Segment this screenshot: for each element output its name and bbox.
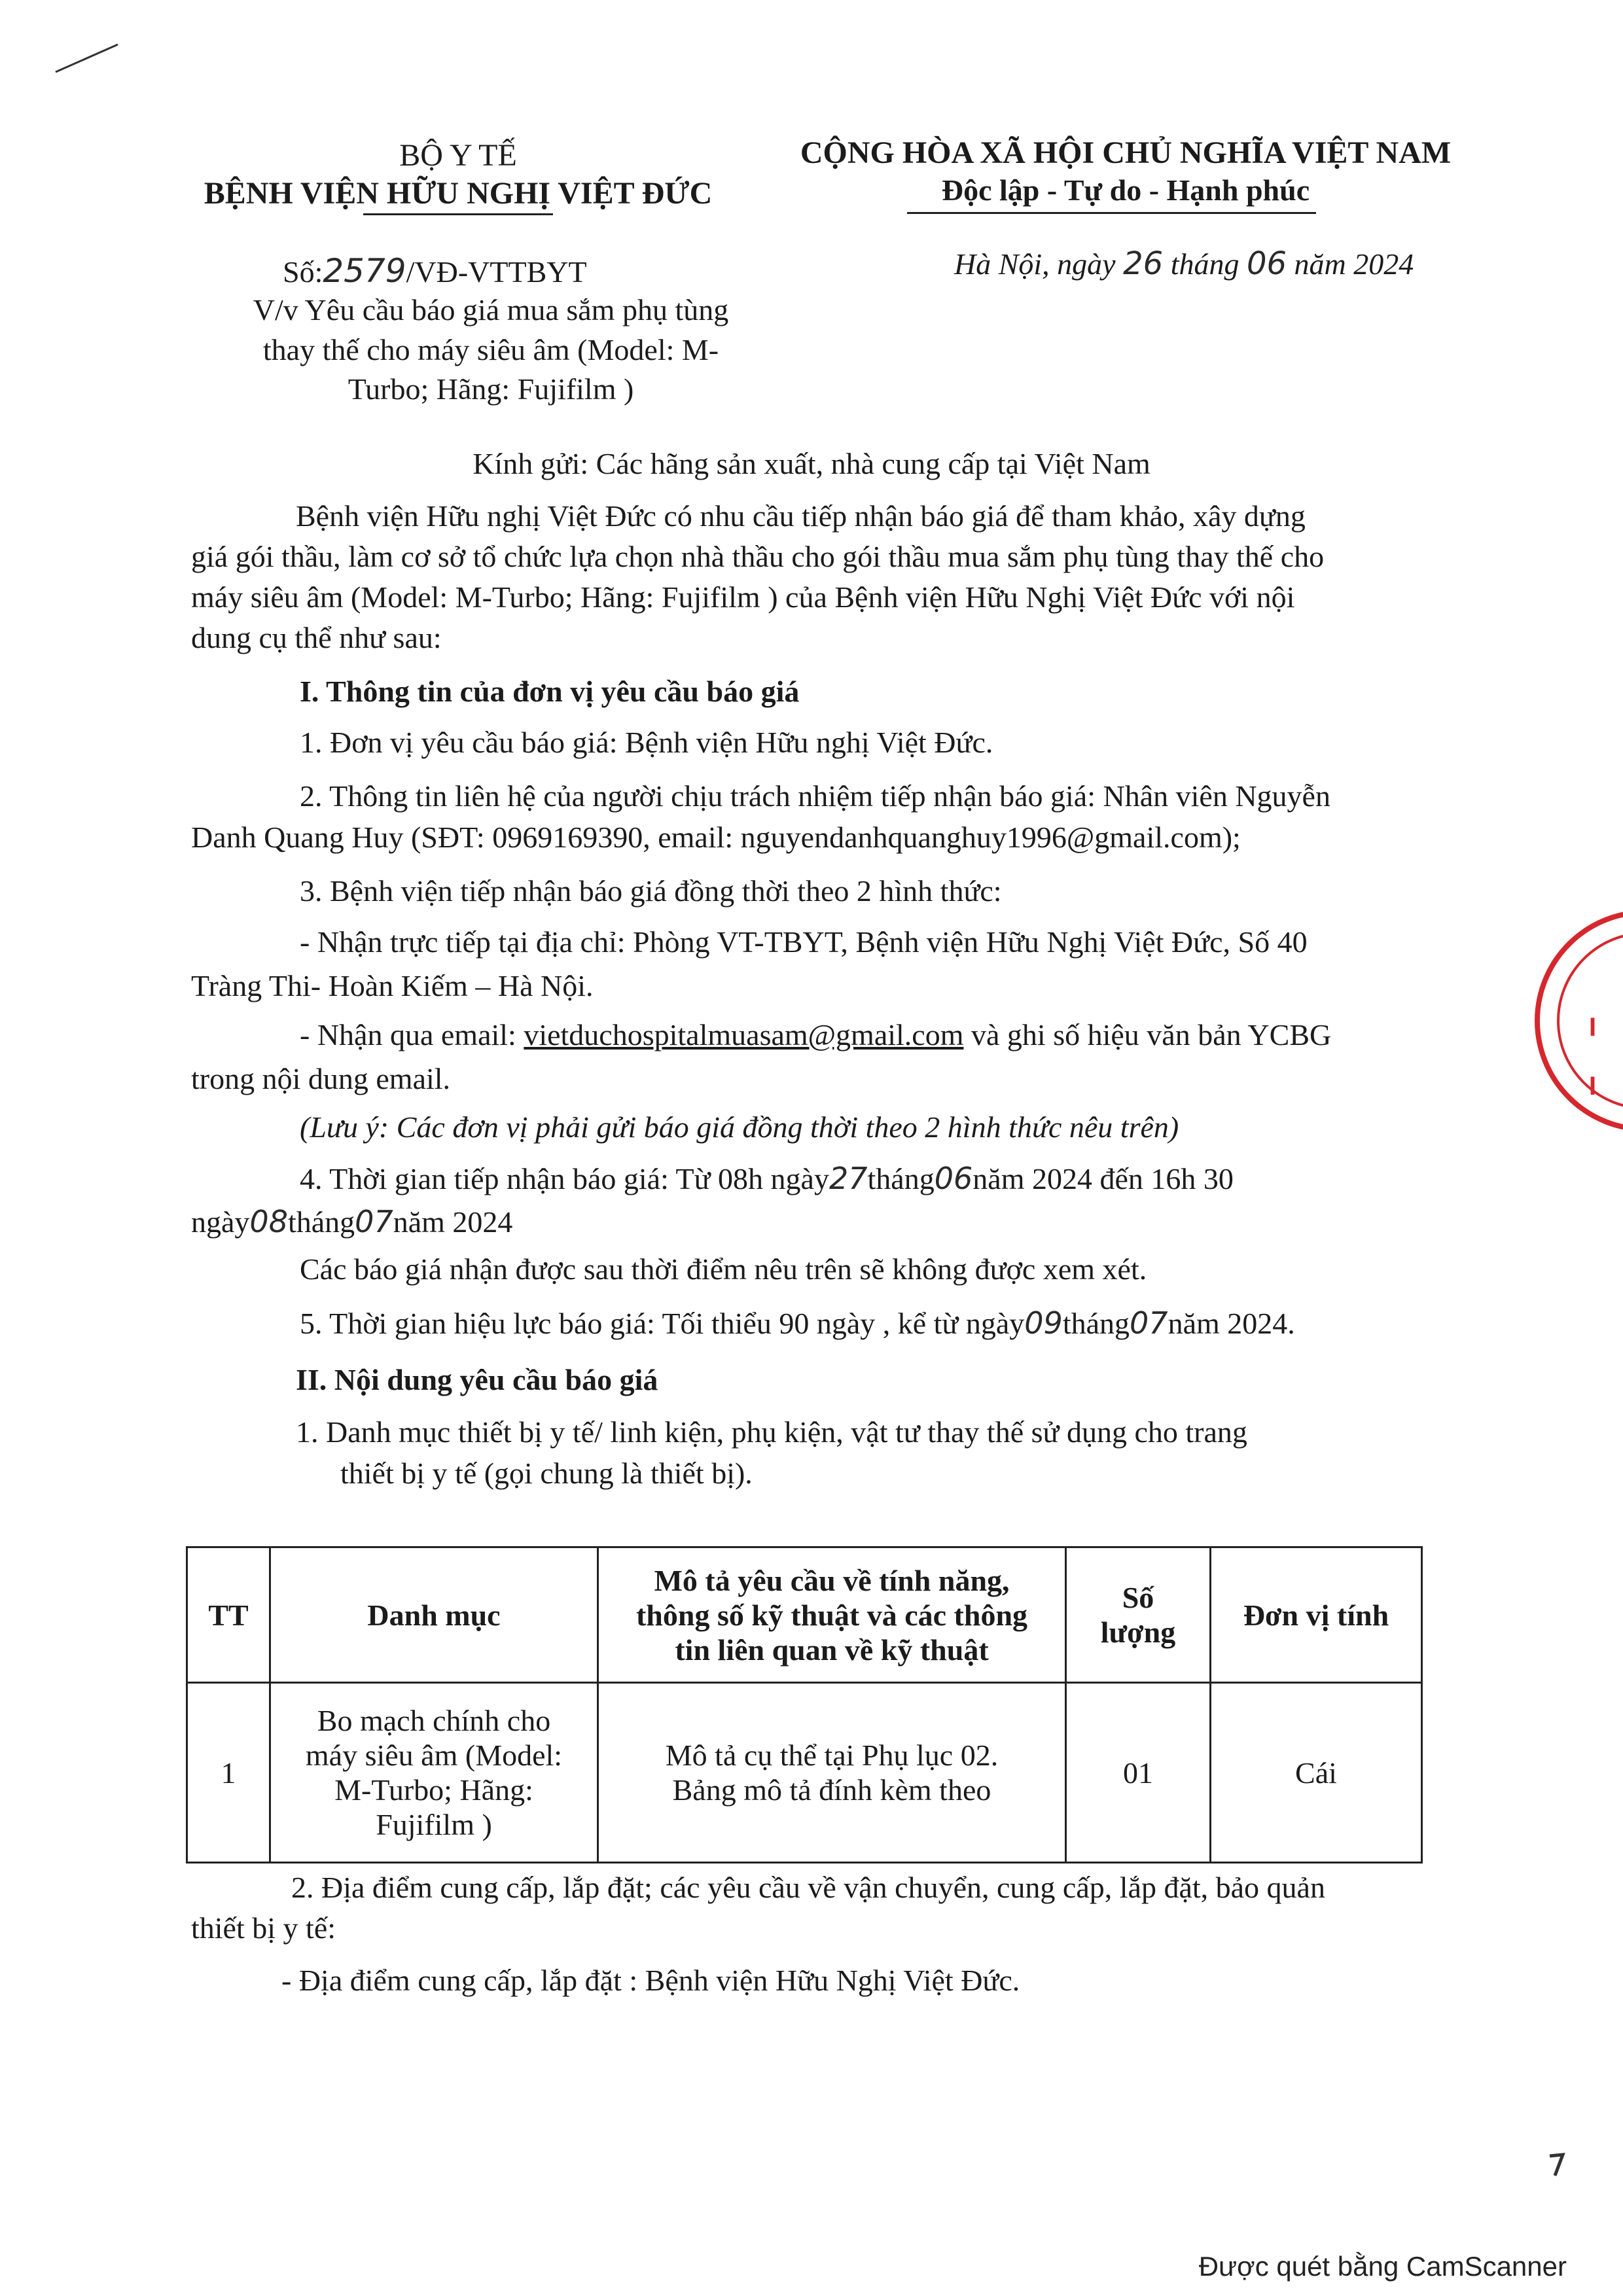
handwritten-month3: 07 xyxy=(1130,1305,1168,1341)
section2-item2a: - Địa điểm cung cấp, lắp đặt : Bệnh viện Hữu Nghị Việt Đức. xyxy=(281,1964,1020,1997)
subject-line-3: Turbo; Hãng: Fujifilm ) xyxy=(348,372,634,406)
intro-line-3: máy siêu âm (Model: M-Turbo; Hãng: Fujifilm ) của Bệnh viện Hữu Nghị Việt Đức với nội xyxy=(191,580,1295,614)
header-tt: TT xyxy=(187,1547,270,1683)
scanner-watermark: Được quét bằng CamScanner xyxy=(1198,2251,1567,2282)
place-date: Hà Nội, ngày 26 tháng 06 năm 2024 xyxy=(954,245,1414,282)
scan-mark xyxy=(52,39,131,79)
section2-heading: II. Nội dung yêu cầu báo giá xyxy=(296,1363,658,1396)
section1-heading: I. Thông tin của đơn vị yêu cầu báo giá xyxy=(300,675,800,708)
section2-item1-line2: thiết bị y tế (gọi chung là thiết bị). xyxy=(340,1457,753,1490)
section1-note: (Lưu ý: Các đơn vị phải gửi báo giá đồng thời theo 2 hình thức nêu trên) xyxy=(300,1110,1179,1144)
table-row xyxy=(187,1683,1422,1863)
hospital-name: BỆNH VIỆN HỮU NGHỊ VIỆT ĐỨC xyxy=(204,176,713,211)
section2-item2-line2: thiết bị y tế: xyxy=(191,1911,336,1945)
section1-item4-note: Các báo giá nhận được sau thời điểm nêu trên sẽ không được xem xét. xyxy=(300,1252,1147,1286)
cell-unit: Cái xyxy=(1211,1683,1422,1863)
section1-item2-line2: Danh Quang Huy (SĐT: 0969169390, email: nguyendanhquanghuy1996@gmail.com); xyxy=(191,821,1241,854)
cell-quantity: 01 xyxy=(1066,1683,1211,1863)
cell-description: Mô tả cụ thể tại Phụ lục 02. Bảng mô tả đính kèm theo xyxy=(598,1683,1066,1863)
section1-item4-line1: 4. Thời gian tiếp nhận báo giá: Từ 08h ngày27tháng06năm 2024 đến 16h 30 xyxy=(300,1161,1234,1196)
section1-item3b-line2: trong nội dung email. xyxy=(191,1062,451,1095)
section1-item4-line2: ngày08tháng07năm 2024 xyxy=(191,1204,513,1239)
section2-item2-line1: 2. Địa điểm cung cấp, lắp đặt; các yêu cầu về vận chuyển, cung cấp, lắp đặt, bảo quản xyxy=(291,1871,1325,1904)
section1-item3a-line1: - Nhận trực tiếp tại địa chỉ: Phòng VT-TBYT, Bệnh viện Hữu Nghị Việt Đức, Số 40 xyxy=(300,925,1308,959)
republic-title: CỘNG HÒA XÃ HỘI CHỦ NGHĨA VIỆT NAM xyxy=(800,135,1452,170)
handwritten-day3: 09 xyxy=(1024,1305,1063,1341)
handwritten-day: 26 xyxy=(1123,245,1164,282)
scan-mark xyxy=(1544,2149,1571,2182)
header-unit: Đơn vị tính xyxy=(1211,1547,1422,1683)
subject-line-1: V/v Yêu cầu báo giá mua sắm phụ tùng xyxy=(253,293,729,327)
section1-item1: 1. Đơn vị yêu cầu báo giá: Bệnh viện Hữu nghị Việt Đức. xyxy=(300,726,993,759)
cell-item: Bo mạch chính cho máy siêu âm (Model: M-Turbo; Hãng: Fujifilm ) xyxy=(270,1683,598,1863)
section1-item2-line1: 2. Thông tin liên hệ của người chịu trách nhiệm tiếp nhận báo giá: Nhân viên Nguyễn xyxy=(300,779,1330,813)
intro-line-4: dung cụ thể như sau: xyxy=(191,621,442,654)
email-link[interactable]: vietduchospitalmuasam@gmail.com xyxy=(524,1018,964,1051)
recipient: Kính gửi: Các hãng sản xuất, nhà cung cấp tại Việt Nam xyxy=(473,447,1150,480)
ministry-name: BỘ Y TẾ xyxy=(399,138,517,173)
subject-line-2: thay thế cho máy siêu âm (Model: M- xyxy=(262,333,719,366)
section1-item3: 3. Bệnh viện tiếp nhận báo giá đồng thời theo 2 hình thức: xyxy=(300,874,1002,908)
handwritten-month: 06 xyxy=(1246,245,1287,282)
section2-item1-line1: 1. Danh mục thiết bị y tế/ linh kiện, phụ kiện, vật tư thay thế sử dụng cho trang xyxy=(296,1415,1247,1449)
handwritten-month1: 06 xyxy=(934,1161,973,1196)
motto: Độc lập - Tự do - Hạnh phúc xyxy=(941,173,1310,207)
header-description: Mô tả yêu cầu về tính năng, thông số kỹ thuật và các thông tin liên quan về kỹ thuật xyxy=(598,1547,1066,1683)
header-item: Danh mục xyxy=(270,1547,598,1683)
section1-item5: 5. Thời gian hiệu lực báo giá: Tối thiểu 90 ngày , kể từ ngày09tháng07năm 2024. xyxy=(300,1305,1295,1341)
section1-item3b-line1: - Nhận qua email: vietduchospitalmuasam@gmail.com và ghi số hiệu văn bản YCBG xyxy=(300,1018,1332,1051)
document-number: Số:2579/VĐ-VTTBYT xyxy=(283,252,587,290)
equipment-table xyxy=(186,1546,1423,1863)
handwritten-day2: 08 xyxy=(249,1204,288,1239)
header-quantity: Số lượng xyxy=(1066,1547,1211,1683)
table-header-row xyxy=(187,1547,1422,1683)
header-underline-left xyxy=(363,213,553,215)
intro-line-1: Bệnh viện Hữu nghị Việt Đức có nhu cầu tiếp nhận báo giá để tham khảo, xây dựng xyxy=(296,499,1306,533)
handwritten-month2: 07 xyxy=(355,1204,393,1239)
intro-line-2: giá gói thầu, làm cơ sở tổ chức lựa chọn nhà thầu cho gói thầu mua sắm phụ tùng thay thế cho xyxy=(191,540,1325,573)
official-stamp: I I xyxy=(1535,910,1623,1132)
section1-item3a-line2: Tràng Thi- Hoàn Kiếm – Hà Nội. xyxy=(191,969,594,1002)
cell-tt: 1 xyxy=(187,1683,270,1863)
handwritten-number: 2579 xyxy=(323,252,406,290)
header-underline-right xyxy=(907,212,1316,214)
handwritten-day1: 27 xyxy=(829,1161,868,1196)
